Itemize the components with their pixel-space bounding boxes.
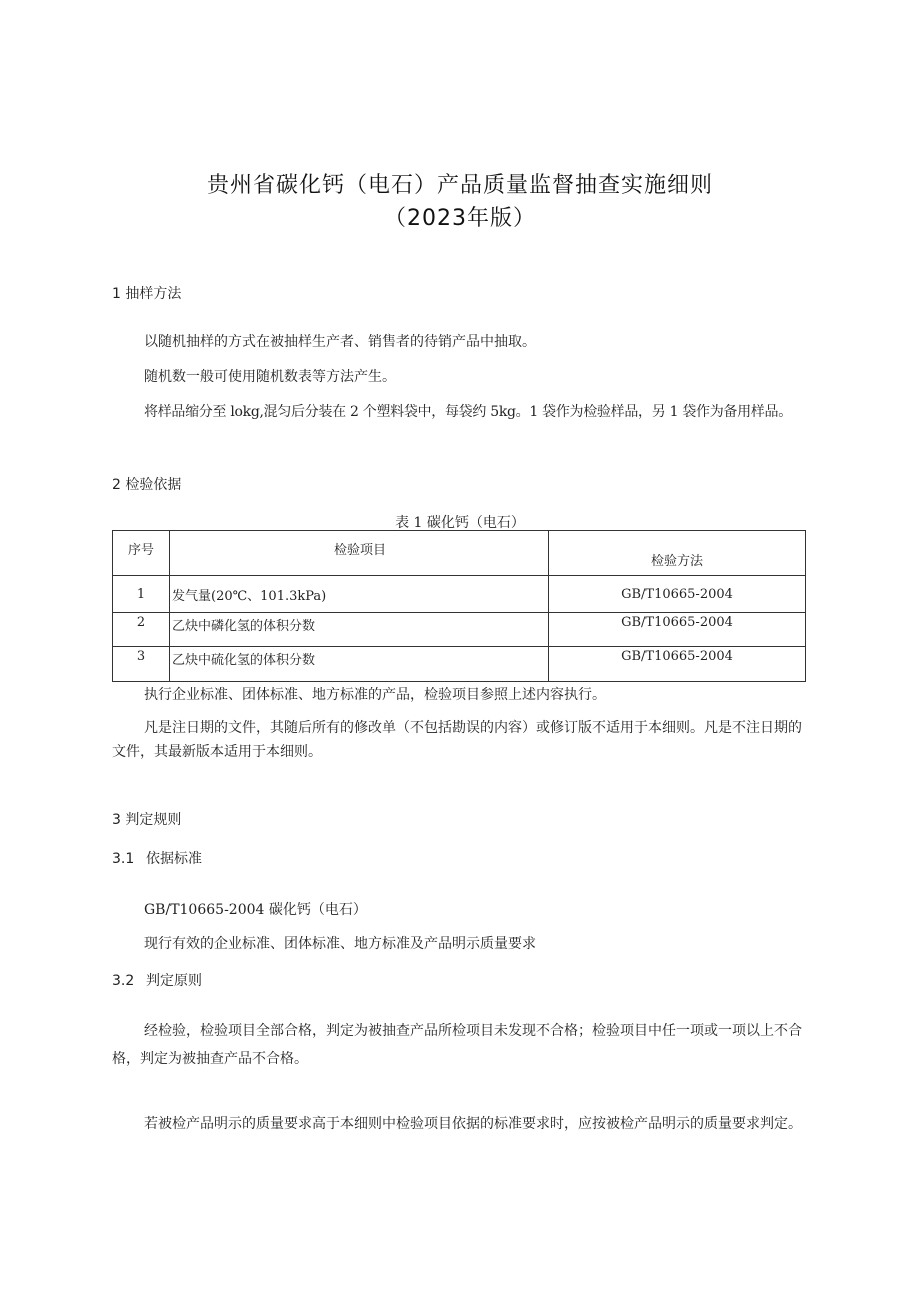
- section-2-paragraph-1: 执行企业标准、团体标准、地方标准的产品，检验项目参照上述内容执行。: [144, 687, 606, 703]
- row-item: 发气量(20℃、101.3kPa): [170, 576, 549, 613]
- row-item: 乙炔中磷化氢的体积分数: [170, 613, 549, 647]
- section-3-heading: 3 判定规则: [112, 812, 182, 828]
- table-row: [113, 647, 806, 682]
- judgement-paragraph-1: 经检验，检验项目全部合格，判定为被抽查产品所检项目未发现不合格；检验项目中任一项或一项以上不合格，判定为被抽查产品不合格。: [112, 1023, 802, 1067]
- row-no: 1: [113, 576, 170, 613]
- standard-requirement: 现行有效的企业标准、团体标准、地方标准及产品明示质量要求: [144, 936, 536, 952]
- section-1-paragraph-2: 随机数一般可使用随机数表等方法产生。: [144, 369, 396, 385]
- subsection-3-2-heading: [112, 970, 202, 990]
- standard-reference: GB/T10665-2004 碳化钙（电石）: [144, 902, 367, 918]
- document-title: 贵州省碳化钙（电石）产品质量监督抽查实施细则: [206, 173, 713, 198]
- row-method: GB/T10665-2004: [549, 647, 806, 682]
- header-item: 检验项目: [170, 531, 549, 576]
- judgement-paragraph-2: 若被检产品明示的质量要求高于本细则中检验项目依据的标准要求时，应按被检产品明示的质量要求判定。: [144, 1116, 802, 1132]
- document-edition: （2023年版）: [384, 206, 536, 231]
- header-no: 序号: [113, 531, 170, 576]
- section-1-paragraph-1: 以随机抽样的方式在被抽样生产者、销售者的待销产品中抽取。: [144, 334, 536, 350]
- table-row: [113, 576, 806, 613]
- row-item: 乙炔中硫化氢的体积分数: [170, 647, 549, 682]
- row-no: 2: [113, 613, 170, 647]
- header-method: 检验方法: [549, 531, 806, 576]
- row-method: GB/T10665-2004: [549, 613, 806, 647]
- section-1-heading: 1 抽样方法: [112, 286, 182, 302]
- section-2-paragraph-2: 凡是注日期的文件，其随后所有的修改单（不包括勘误的内容）或修订版不适用于本细则。凡是不注日期的文件，其最新版本适用于本细则。: [112, 720, 802, 760]
- table-caption: 表 1 碳化钙（电石）: [395, 515, 525, 531]
- row-method: GB/T10665-2004: [549, 576, 806, 613]
- row-no: 3: [113, 647, 170, 682]
- inspection-table: [112, 530, 806, 682]
- subsection-3-1-heading: [112, 848, 202, 868]
- subsection-3-2-title: 判定原则: [146, 973, 202, 989]
- subsection-3-1-number: 3.1: [112, 851, 135, 867]
- table-header-row: [113, 531, 806, 576]
- subsection-3-1-title: 依据标准: [146, 851, 202, 867]
- section-1-paragraph-3: 将样品缩分至 lokg,混匀后分装在 2 个塑料袋中，每袋约 5kg。1 袋作为检验样品，另 1 袋作为备用样品。: [144, 404, 792, 420]
- subsection-3-2-number: 3.2: [112, 973, 135, 989]
- table-row: [113, 613, 806, 647]
- section-2-heading: 2 检验依据: [112, 477, 182, 493]
